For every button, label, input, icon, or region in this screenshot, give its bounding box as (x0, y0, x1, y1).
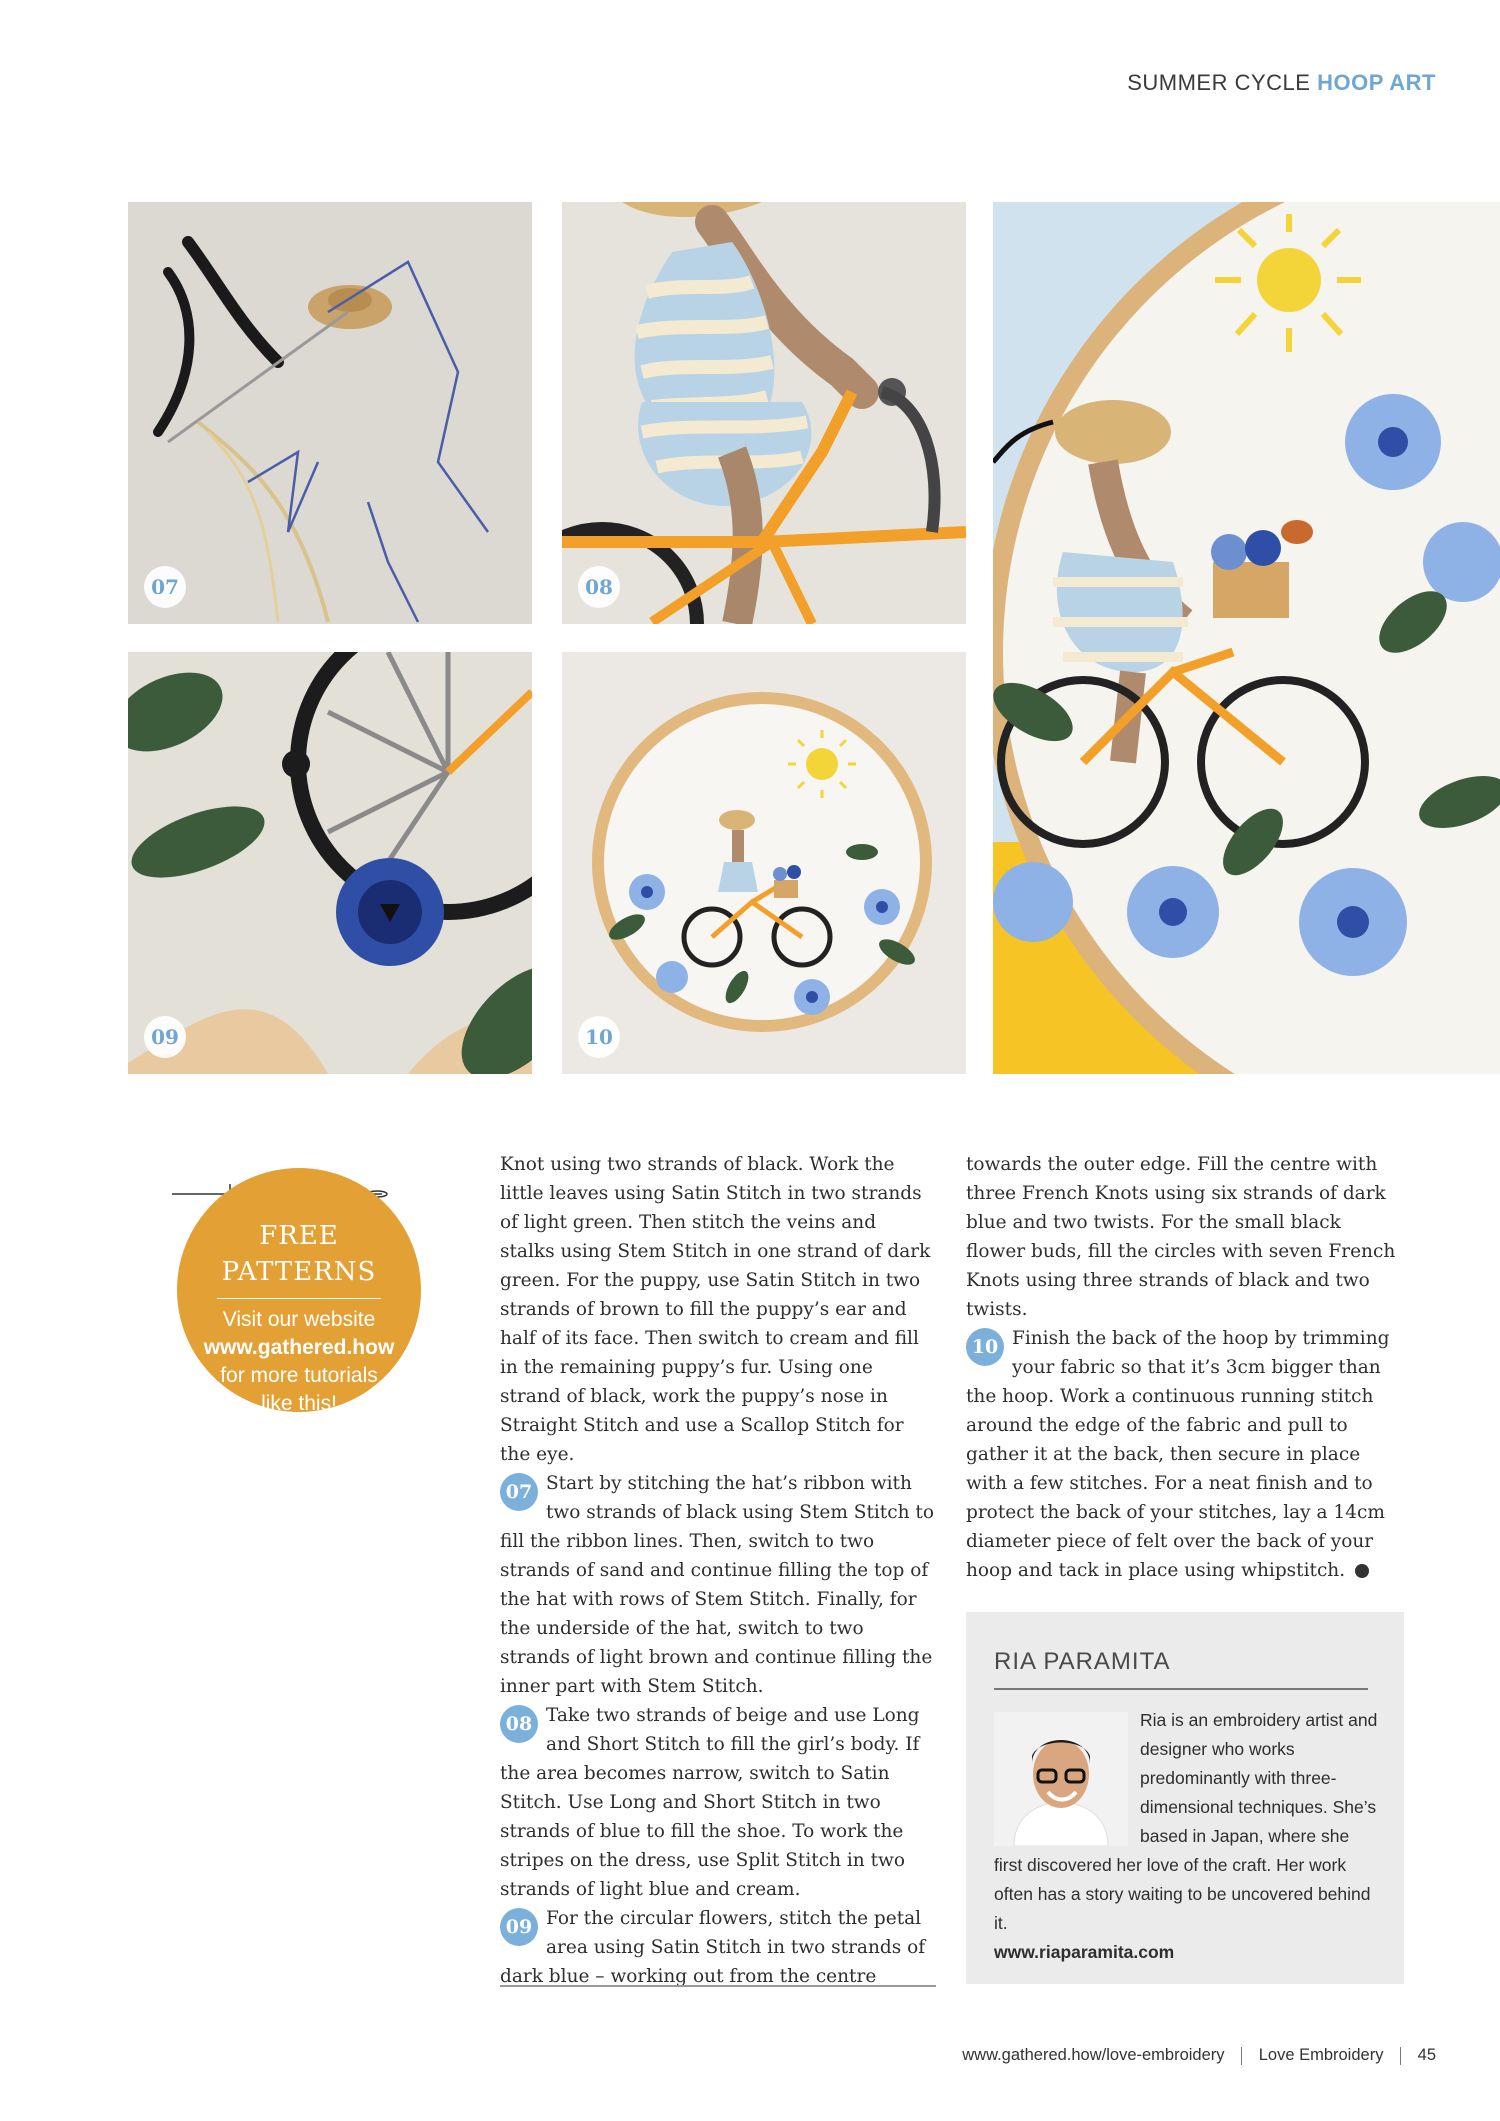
bio-divider (994, 1688, 1368, 1690)
step-10 (966, 1324, 1404, 1585)
photo-step-08 (562, 202, 966, 624)
step-text: Start by stitching the hat’s ribbon with two strands of black using Stem Stitch to fill the ribbon lines. Then, switch to two strands of sand and continue filling the top of the hat with rows of Stem Stitch. Finally, for the underside of the hat, switch to two strands of light brown and continue filling the inner part with Stem Stitch. (500, 1473, 934, 1697)
step-09 (500, 1904, 936, 1991)
footer-separator (1241, 2047, 1242, 2065)
photo-step-07 (128, 202, 532, 624)
photo-hoop-closeup (993, 202, 1500, 1074)
step-07 (500, 1469, 936, 1701)
promo-url-link[interactable]: www.gathered.how (203, 1336, 395, 1359)
header-prefix: SUMMER CYCLE (1127, 70, 1311, 95)
promo-divider (217, 1298, 381, 1299)
author-bio-box (966, 1612, 1404, 1984)
step-number-badge: 09 (500, 1908, 538, 1946)
header-emphasis: HOOP ART (1317, 70, 1436, 95)
page-number: 45 (1417, 2046, 1436, 2064)
footer-url: www.gathered.how/love-embroidery (962, 2046, 1225, 2064)
article-column-1 (500, 1150, 936, 1991)
end-mark-icon (1355, 1564, 1369, 1578)
step-number-badge: 08 (500, 1705, 538, 1743)
step-09-continued: towards the outer edge. Fill the centre with three French Knots using six strands of dark blue and two twists. For the small black flower buds, fill the circles with seven French Knots using three strands of black and two twists. (966, 1154, 1396, 1320)
step-number-badge: 07 (500, 1473, 538, 1511)
author-website-link[interactable]: www.riaparamita.com (994, 1942, 1175, 1962)
photo-step-10 (562, 652, 966, 1074)
footer-separator (1400, 2047, 1401, 2065)
author-photo (994, 1712, 1128, 1846)
footer-magazine: Love Embroidery (1258, 2046, 1384, 2064)
column-end-rule (500, 1985, 936, 1987)
photo-badge: 09 (144, 1016, 186, 1058)
step-text: Finish the back of the hoop by trimming your fabric so that it’s 3cm bigger than the hoop. Work a continuous running stitch around the edge of the fabric and pull to gather it at the back, then secure in place with a few stitches. For a neat finish and to protect the back of your stitches, lay a 14cm diameter piece of felt over the back of your hoop and tack in place using whipstitch. (966, 1328, 1390, 1581)
step-text: For the circular flowers, stitch the petal area using Satin Stitch in two strands of dark blue – working out from the centre (500, 1908, 926, 1987)
photo-badge: 08 (578, 566, 620, 608)
article-intro: Knot using two strands of black. Work the little leaves using Satin Stitch in two strands of light green. Then stitch the veins and stalks using Stem Stitch in one strand of dark green. For the puppy, use Satin Stitch in two strands of brown to fill the puppy’s ear and half of its face. Then switch to cream and fill in the remaining puppy’s fur. Using one strand of black, work the puppy’s nose in Straight Stitch and use a Scallop Stitch for the eye. (500, 1154, 931, 1465)
photo-step-09 (128, 652, 532, 1074)
step-text: Take two strands of beige and use Long and Short Stitch to fill the girl’s body. If the area becomes narrow, switch to Satin Stitch. Use Long and Short Stitch in two strands of blue to fill the shoe. To work the stripes on the dress, use Split Stitch in two strands of light blue and cream. (500, 1705, 920, 1900)
page-footer (962, 2046, 1436, 2065)
running-header (1127, 70, 1436, 96)
free-patterns-promo (177, 1168, 421, 1415)
photo-badge: 10 (578, 1016, 620, 1058)
step-08 (500, 1701, 936, 1904)
promo-title: FREE PATTERNS (221, 1221, 377, 1287)
step-number-badge: 10 (966, 1328, 1004, 1366)
article-column-2 (966, 1150, 1404, 1585)
photo-badge: 07 (144, 566, 186, 608)
bio-description: Ria is an embroidery artist and designer who works predominantly with three-dimensional techniques. She’s based in Japan, where she first discovered her love of the craft. Her work often has a story waiting to be uncovered behind it. (994, 1710, 1378, 1933)
author-name: RIA PARAMITA (994, 1648, 1171, 1675)
promo-body: Visit our website www.gathered.how for more tutorials like this! (191, 1306, 407, 1418)
